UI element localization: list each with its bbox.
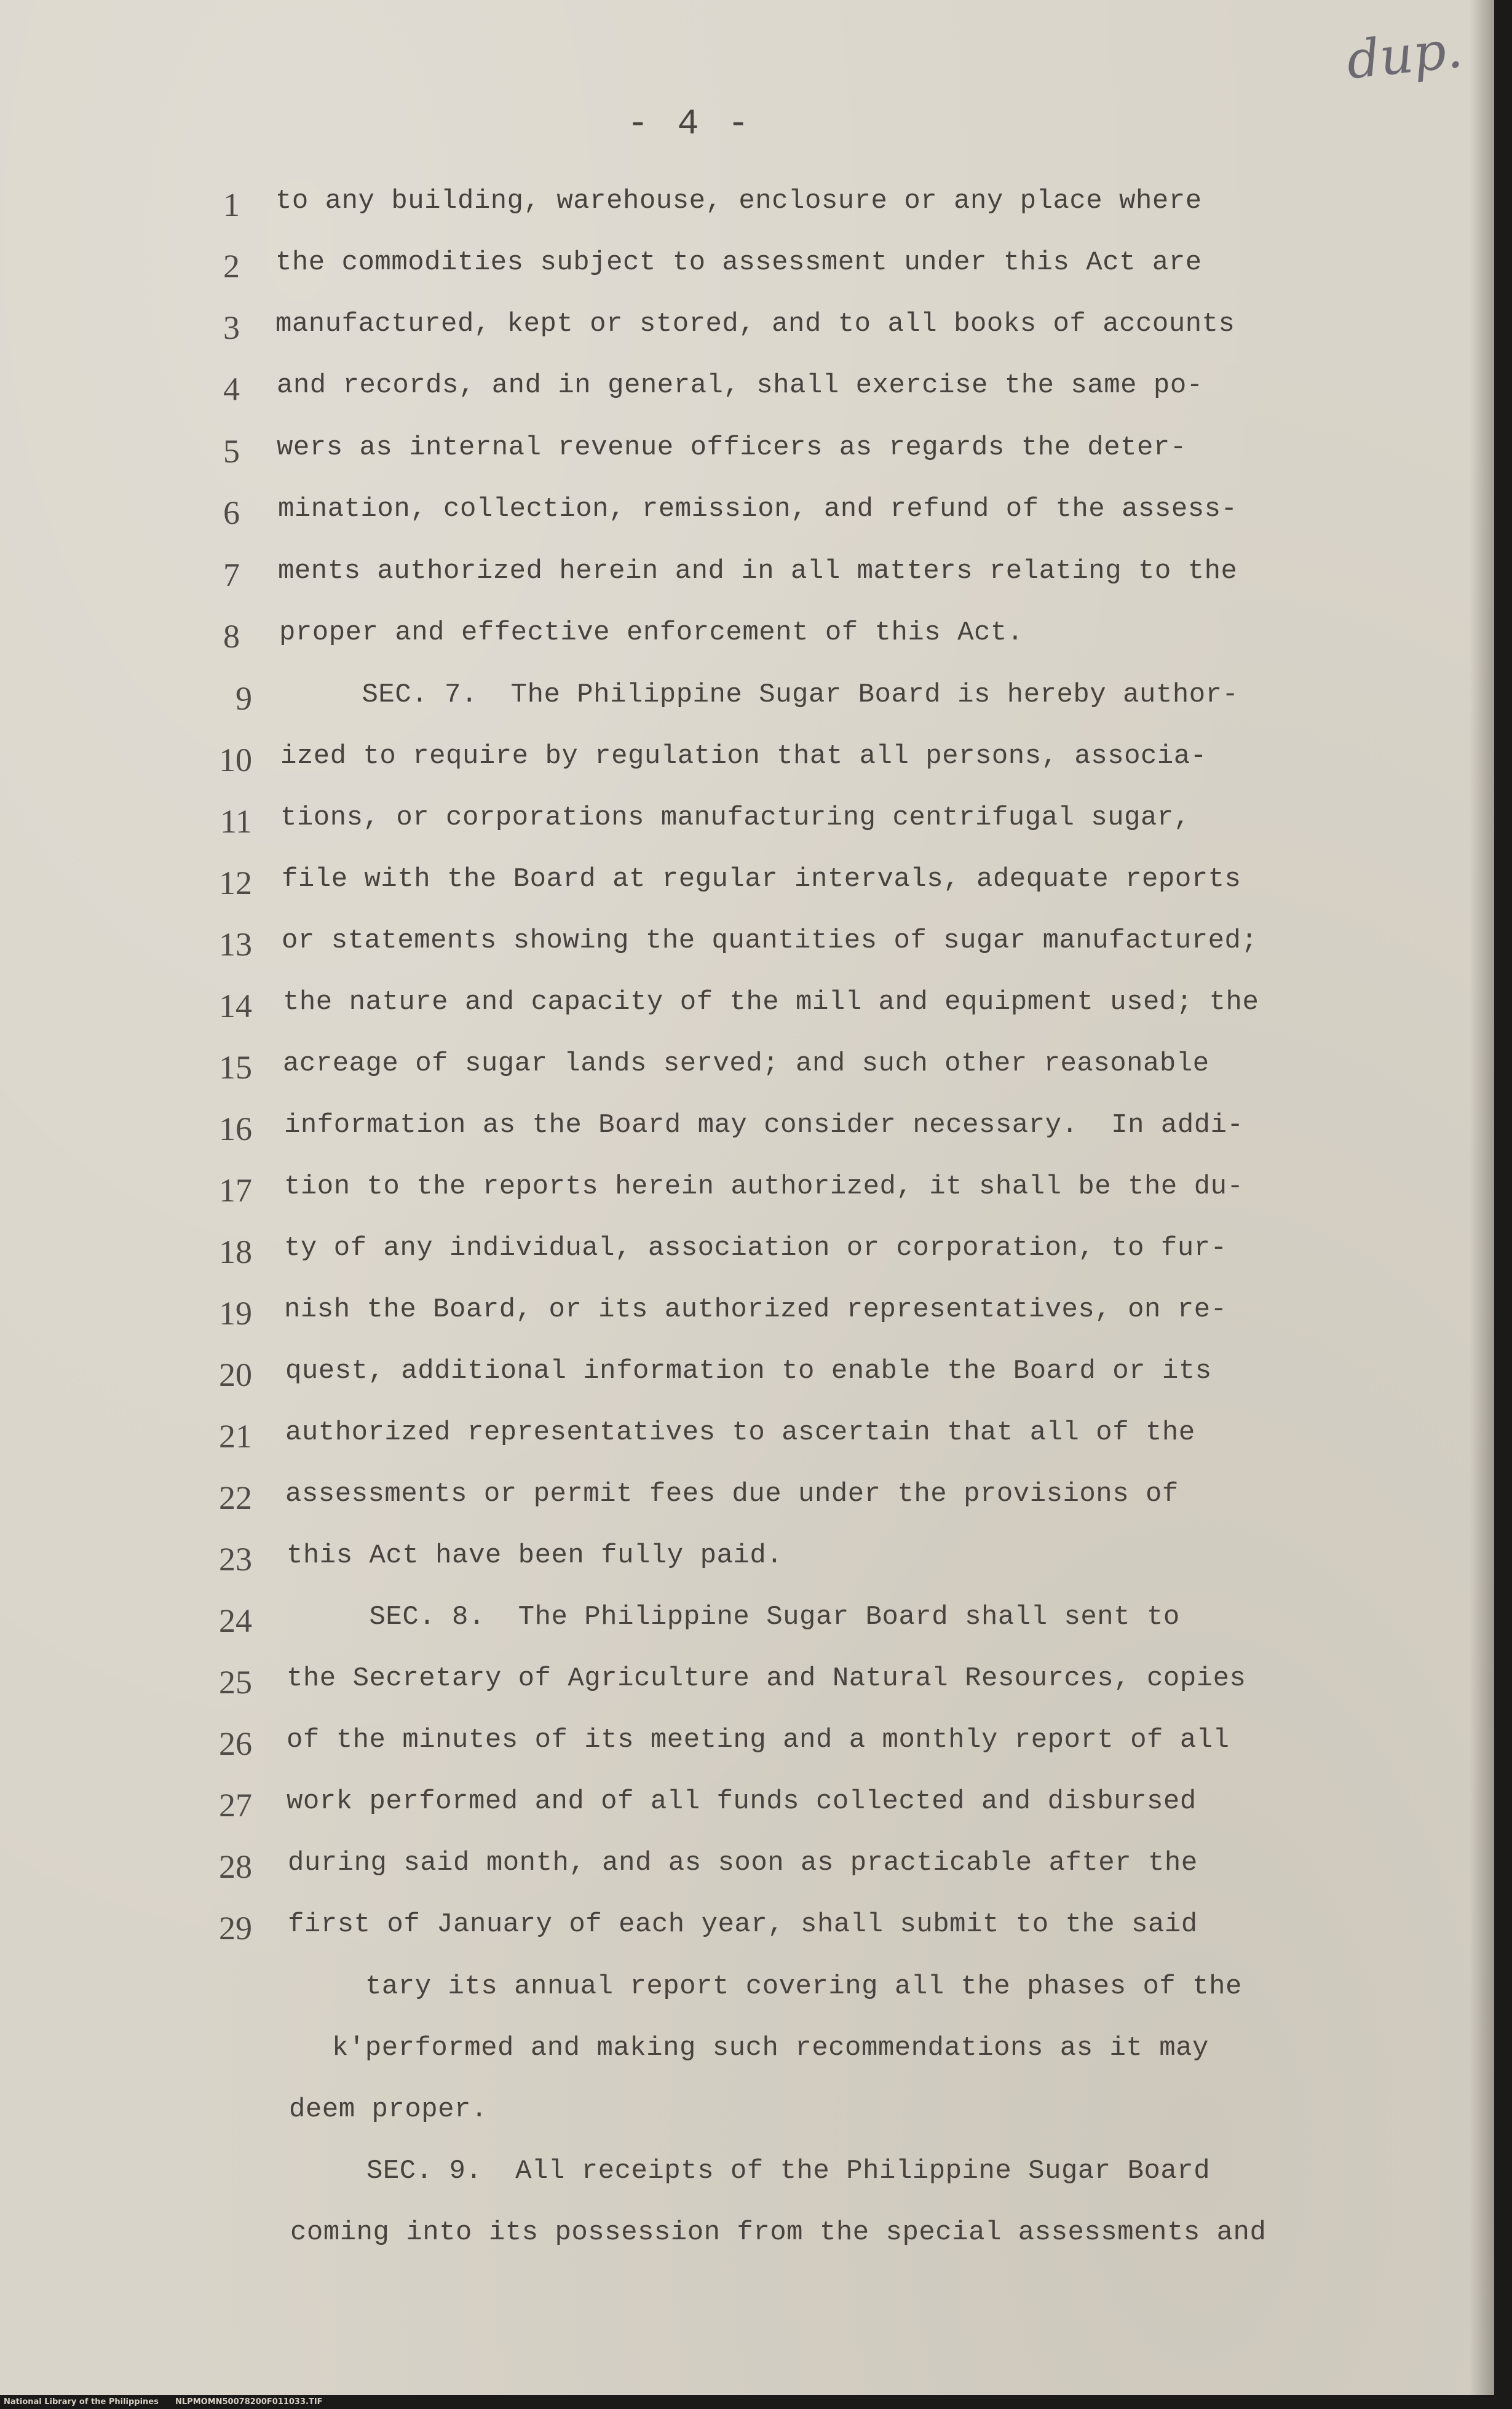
text-line: information as the Board may consider necessary. In addi- [284,1110,1244,1141]
line-number: 5 [223,433,240,470]
text-line: the nature and capacity of the mill and equipment used; the [283,987,1259,1018]
page-edge-shadow [1470,0,1494,2395]
line-number: 27 [219,1787,252,1824]
text-line: tion to the reports herein authorized, it shall be the du- [284,1171,1244,1202]
line-number: 17 [219,1172,252,1209]
text-line: mination, collection, remission, and refund of the assess- [278,494,1238,524]
line-number: 13 [219,926,252,963]
text-line: assessments or permit fees due under the provisions of [285,1479,1179,1509]
line-number: 2 [223,248,240,285]
text-line: the Secretary of Agriculture and Natural Resources, copies [287,1663,1246,1694]
text-line: acreage of sugar lands served; and such other reasonable [283,1048,1209,1079]
file-id: NLPMOMN50078200F011033.TIF [175,2397,323,2407]
line-number: 18 [219,1233,252,1270]
line-number: 24 [219,1602,252,1639]
text-line: deem proper. [289,2094,488,2125]
line-number: 7 [223,556,240,593]
text-line: or statements showing the quantities of sugar manufactured; [282,925,1258,956]
text-line: file with the Board at regular intervals, adequate reports [282,864,1241,895]
line-number: 19 [219,1295,252,1332]
text-line: of the minutes of its meeting and a monthly report of all [287,1725,1230,1755]
line-number: 14 [219,987,252,1024]
line-number: 28 [219,1848,252,1885]
scan-footer [0,2395,323,2409]
text-line: the commodities subject to assessment under this Act are [275,247,1202,278]
text-line: first of January of each year, shall submit to the said [288,1909,1198,1940]
text-line: ments authorized herein and in all matters relating to the [278,556,1238,587]
text-line: wers as internal revenue officers as regards the deter- [277,432,1187,463]
line-number: 16 [219,1110,252,1147]
text-line: k'performed and making such recommendations as it may [332,2033,1209,2063]
handwritten-annotation: dup. [1344,18,1465,91]
page-number: - 4 - [627,105,753,144]
text-line: ty of any individual, association or corporation, to fur- [284,1233,1227,1264]
text-line: nish the Board, or its authorized representatives, on re- [284,1294,1227,1325]
text-line: to any building, warehouse, enclosure or any place where [275,186,1202,216]
text-line: this Act have been fully paid. [287,1540,783,1571]
line-number: 15 [219,1049,252,1086]
line-number: 6 [223,494,240,531]
text-line: during said month, and as soon as practicable after the [288,1848,1198,1878]
line-number: 23 [219,1541,252,1578]
text-line: work performed and of all funds collected and disbursed [287,1786,1197,1817]
text-line: proper and effective enforcement of this Act. [279,617,1024,648]
line-number: 4 [223,371,240,408]
text-line: coming into its possession from the special assessments and [290,2217,1267,2248]
text-line: SEC. 9. All receipts of the Philippine Sugar Board [366,2156,1211,2186]
text-line: ized to require by regulation that all persons, associa- [280,741,1207,772]
text-line: quest, additional information to enable the Board or its [285,1356,1212,1386]
line-number: 1 [223,186,240,223]
text-line: SEC. 7. The Philippine Sugar Board is hereby author- [279,679,1239,710]
text-line: tary its annual report covering all the phases of the [365,1971,1242,2002]
text-line: tions, or corporations manufacturing centrifugal sugar, [280,802,1190,833]
text-line: and records, and in general, shall exercise the same po- [277,370,1203,401]
line-number: 11 [220,803,252,840]
line-number: 22 [219,1479,252,1516]
line-number: 9 [236,680,252,717]
line-number: 10 [219,742,252,778]
line-number: 20 [219,1356,252,1393]
line-number: 3 [223,309,240,346]
line-number: 12 [219,864,252,901]
text-line: authorized representatives to ascertain that all of the [285,1417,1195,1448]
line-number: 8 [223,618,240,655]
line-number: 29 [219,1910,252,1947]
line-number: 26 [219,1725,252,1762]
line-number: 25 [219,1664,252,1701]
line-number: 21 [219,1418,252,1455]
text-line: manufactured, kept or stored, and to all books of accounts [275,309,1235,339]
library-name: National Library of the Philippines [4,2397,159,2407]
text-line: SEC. 8. The Philippine Sugar Board shall sent to [287,1602,1180,1632]
